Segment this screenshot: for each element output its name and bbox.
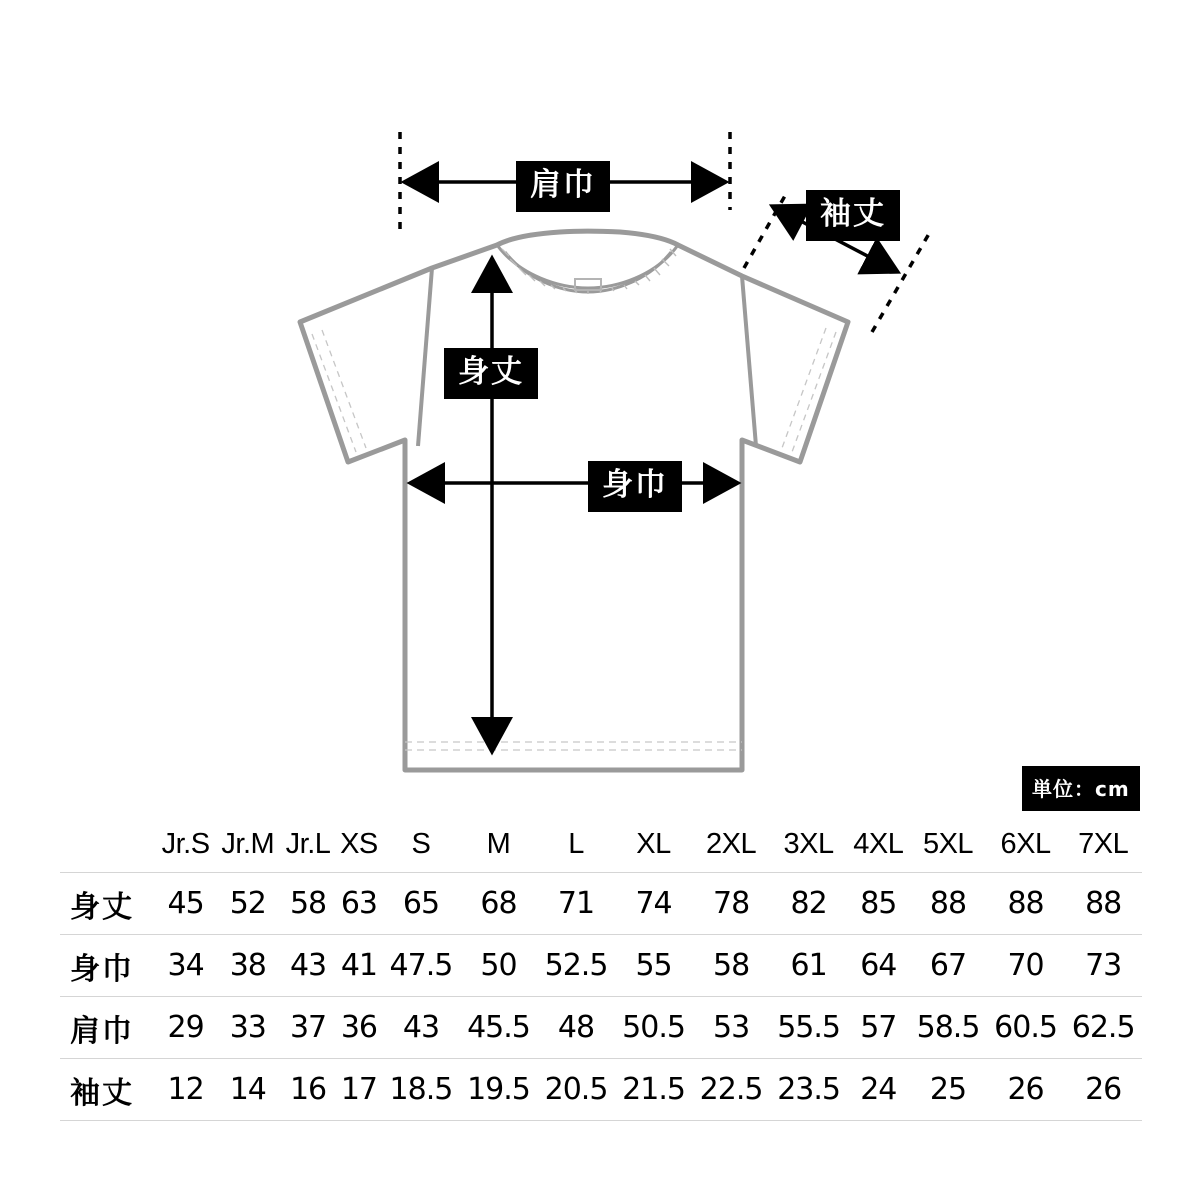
- table-cell: 70: [1007, 948, 1044, 983]
- table-cell: 55: [635, 948, 672, 983]
- table-cell: 58: [712, 948, 750, 983]
- column-header: 4XL: [853, 828, 904, 860]
- bottom-hem: [405, 742, 742, 750]
- table-cell: 52: [229, 886, 266, 921]
- row-header: 身丈: [70, 889, 134, 925]
- table-cell: 68: [480, 886, 517, 921]
- table-cell: 73: [1085, 948, 1122, 983]
- row-header: 肩巾: [70, 1013, 134, 1049]
- table-cell: 38: [229, 948, 266, 983]
- table-cell: 58.5: [916, 1010, 980, 1045]
- table-cell: 57: [860, 1010, 897, 1045]
- table-cell: 26: [1085, 1072, 1122, 1107]
- table-row: [60, 1059, 1142, 1121]
- table-cell: 45.5: [467, 1010, 530, 1045]
- column-header: S: [411, 828, 431, 860]
- table-cell: 62.5: [1071, 1010, 1135, 1045]
- column-header: 2XL: [706, 828, 757, 860]
- table-cell: 43: [289, 948, 327, 983]
- column-header: Jr.M: [221, 828, 275, 860]
- column-header: XL: [636, 828, 671, 860]
- table-cell: 18.5: [389, 1072, 453, 1107]
- table-cell: 19.5: [467, 1072, 530, 1107]
- table-cell: 16: [289, 1072, 327, 1107]
- table-cell: 14: [229, 1072, 266, 1107]
- body-length-label: 身丈: [444, 348, 538, 399]
- table-cell: 61: [790, 948, 827, 983]
- table-cell: 60.5: [994, 1010, 1057, 1045]
- table-cell: 52.5: [544, 948, 608, 983]
- unit-badge: 単位：cm: [1022, 766, 1140, 811]
- table-cell: 45: [167, 886, 204, 921]
- table-cell: 74: [635, 886, 672, 921]
- table-cell: 21.5: [622, 1072, 685, 1107]
- table-cell: 41: [340, 948, 378, 983]
- table-cell: 34: [167, 948, 204, 983]
- table-cell: 17: [340, 1072, 378, 1107]
- column-header: 7XL: [1078, 828, 1129, 860]
- table-cell: 50.5: [622, 1010, 685, 1045]
- table-cell: 58: [289, 886, 327, 921]
- column-header: L: [568, 828, 584, 860]
- table-row: [60, 935, 1142, 997]
- table-cell: 29: [167, 1010, 204, 1045]
- table-row: [60, 873, 1142, 935]
- table-cell: 12: [167, 1072, 204, 1107]
- table-cell: 55.5: [777, 1010, 840, 1045]
- table-cell: 63: [340, 886, 378, 921]
- column-header: Jr.S: [161, 828, 210, 860]
- table-cell: 88: [1085, 886, 1122, 921]
- size-table-header: [60, 828, 1142, 873]
- table-cell: 20.5: [544, 1072, 608, 1107]
- column-header: 6XL: [1000, 828, 1051, 860]
- table-cell: 48: [557, 1010, 595, 1045]
- table-corner-cell: [60, 828, 156, 873]
- table-cell: 53: [712, 1010, 750, 1045]
- table-header-row: [60, 828, 1142, 873]
- row-header: 袖丈: [70, 1075, 134, 1111]
- table-cell: 25: [929, 1072, 967, 1107]
- table-cell: 47.5: [389, 948, 453, 983]
- table-cell: 78: [712, 886, 750, 921]
- column-header: Jr.L: [285, 828, 331, 860]
- size-table-body: [60, 873, 1142, 1121]
- shoulder-width-label: 肩巾: [516, 161, 610, 212]
- table-cell: 88: [929, 886, 967, 921]
- table-cell: 50: [480, 948, 517, 983]
- table-row: [60, 997, 1142, 1059]
- table-cell: 65: [402, 886, 440, 921]
- table-cell: 88: [1007, 886, 1044, 921]
- table-cell: 24: [860, 1072, 897, 1107]
- table-cell: 71: [557, 886, 595, 921]
- body-width-label: 身巾: [588, 461, 682, 512]
- table-cell: 43: [402, 1010, 440, 1045]
- size-table: [60, 828, 1142, 1121]
- table-cell: 23.5: [777, 1072, 840, 1107]
- table-cell: 85: [860, 886, 897, 921]
- table-cell: 82: [790, 886, 827, 921]
- table-cell: 37: [289, 1010, 327, 1045]
- table-cell: 33: [229, 1010, 266, 1045]
- column-header: M: [486, 828, 511, 860]
- tshirt-outline: [300, 231, 848, 770]
- column-header: 3XL: [783, 828, 834, 860]
- sleeve-hem-stitching: [312, 328, 836, 452]
- row-header: 身巾: [70, 951, 134, 987]
- column-header: 5XL: [922, 828, 974, 860]
- table-cell: 64: [860, 948, 897, 983]
- sleeve-length-label: 袖丈: [806, 190, 900, 241]
- column-header: XS: [340, 828, 378, 860]
- table-cell: 26: [1007, 1072, 1044, 1107]
- table-cell: 36: [340, 1010, 378, 1045]
- collar: [497, 245, 678, 292]
- table-cell: 67: [929, 948, 967, 983]
- table-cell: 22.5: [699, 1072, 763, 1107]
